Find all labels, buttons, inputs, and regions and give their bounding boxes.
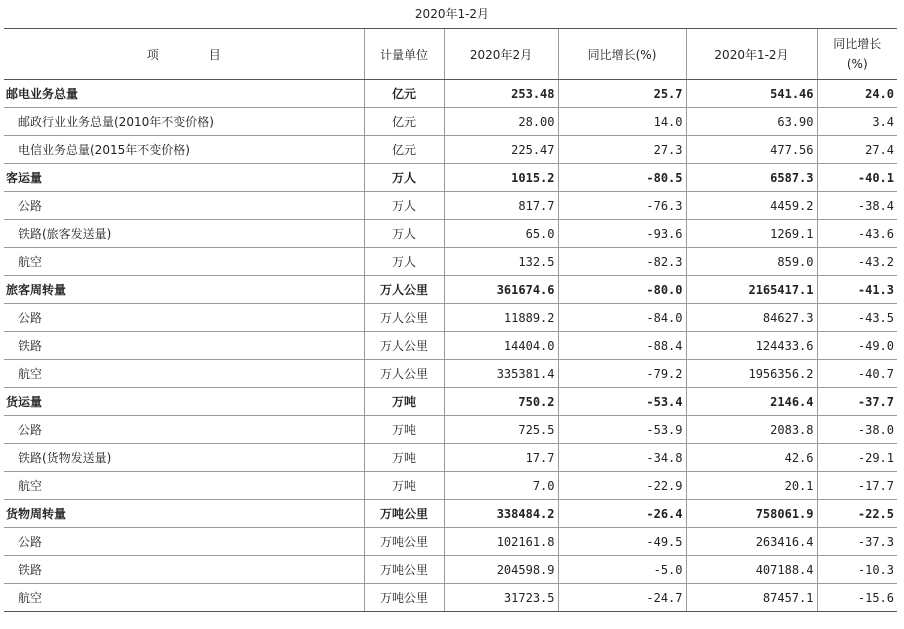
header-item-part-a: 项 [146,47,159,62]
table-row [4,556,897,584]
row-feb-yoy: -82.3 [558,248,686,276]
row-feb-yoy: -34.8 [558,444,686,472]
header-yoy-line2: (%) [846,57,868,71]
row-item-label: 邮电业务总量 [4,80,364,108]
header-feb: 2020年2月 [444,29,558,80]
row-feb-value: 225.47 [444,136,558,164]
row-janfeb-yoy: 3.4 [817,108,897,136]
row-janfeb-yoy: -29.1 [817,444,897,472]
row-item-label: 客运量 [4,164,364,192]
row-unit: 亿元 [364,136,444,164]
table-row [4,500,897,528]
row-janfeb-value: 2146.4 [686,388,817,416]
row-feb-yoy: -79.2 [558,360,686,388]
row-unit: 亿元 [364,108,444,136]
table-row [4,360,897,388]
row-feb-value: 725.5 [444,416,558,444]
row-unit: 万人 [364,192,444,220]
row-feb-yoy: -76.3 [558,192,686,220]
row-feb-value: 14404.0 [444,332,558,360]
row-janfeb-value: 4459.2 [686,192,817,220]
table-row [4,164,897,192]
row-feb-yoy: 14.0 [558,108,686,136]
header-yoy-feb: 同比增长(%) [558,29,686,80]
row-janfeb-value: 6587.3 [686,164,817,192]
row-item-label: 公路 [4,528,364,556]
table-row [4,276,897,304]
row-janfeb-yoy: -40.1 [817,164,897,192]
table-caption: 2020年1-2月 [414,7,490,21]
row-feb-yoy: -93.6 [558,220,686,248]
row-janfeb-value: 859.0 [686,248,817,276]
row-feb-value: 7.0 [444,472,558,500]
table-row [4,388,897,416]
row-feb-value: 28.00 [444,108,558,136]
row-unit: 万吨 [364,388,444,416]
row-item-label: 航空 [4,584,364,612]
row-item-label: 铁路 [4,332,364,360]
table-row [4,248,897,276]
row-feb-yoy: -26.4 [558,500,686,528]
table-row [4,136,897,164]
row-janfeb-yoy: -38.0 [817,416,897,444]
row-unit: 万人 [364,220,444,248]
row-janfeb-value: 407188.4 [686,556,817,584]
row-janfeb-yoy: -22.5 [817,500,897,528]
row-janfeb-value: 84627.3 [686,304,817,332]
row-janfeb-yoy: -17.7 [817,472,897,500]
row-item-label: 铁路(货物发送量) [4,444,364,472]
table-row [4,108,897,136]
row-feb-value: 253.48 [444,80,558,108]
row-janfeb-value: 63.90 [686,108,817,136]
row-janfeb-value: 2083.8 [686,416,817,444]
header-yoy-line1: 同比增长 [833,37,882,51]
row-unit: 万人公里 [364,360,444,388]
row-item-label: 铁路(旅客发送量) [4,220,364,248]
row-unit: 亿元 [364,80,444,108]
row-unit: 万吨公里 [364,556,444,584]
row-feb-value: 338484.2 [444,500,558,528]
row-unit: 万吨 [364,416,444,444]
row-item-label: 铁路 [4,556,364,584]
header-unit: 计量单位 [364,29,444,80]
table-row [4,584,897,612]
row-feb-value: 132.5 [444,248,558,276]
table-row [4,444,897,472]
statistics-table [4,28,897,612]
table-row [4,416,897,444]
row-janfeb-value: 263416.4 [686,528,817,556]
row-janfeb-yoy: -37.7 [817,388,897,416]
row-feb-yoy: -22.9 [558,472,686,500]
table-row [4,472,897,500]
row-item-label: 旅客周转量 [4,276,364,304]
row-item-label: 公路 [4,304,364,332]
row-janfeb-value: 2165417.1 [686,276,817,304]
row-feb-value: 1015.2 [444,164,558,192]
header-jan-feb: 2020年1-2月 [686,29,817,80]
row-feb-yoy: -53.4 [558,388,686,416]
row-janfeb-value: 87457.1 [686,584,817,612]
row-janfeb-yoy: -43.2 [817,248,897,276]
row-item-label: 电信业务总量(2015年不变价格) [4,136,364,164]
header-row [4,29,897,80]
row-janfeb-yoy: -41.3 [817,276,897,304]
row-item-label: 邮政行业业务总量(2010年不变价格) [4,108,364,136]
row-feb-yoy: -80.0 [558,276,686,304]
row-feb-value: 65.0 [444,220,558,248]
row-janfeb-value: 1269.1 [686,220,817,248]
row-feb-value: 817.7 [444,192,558,220]
row-unit: 万吨公里 [364,500,444,528]
row-feb-value: 750.2 [444,388,558,416]
row-feb-value: 102161.8 [444,528,558,556]
row-janfeb-yoy: 27.4 [817,136,897,164]
row-unit: 万人 [364,164,444,192]
row-janfeb-value: 20.1 [686,472,817,500]
row-item-label: 货物周转量 [4,500,364,528]
row-unit: 万吨公里 [364,584,444,612]
table-row [4,528,897,556]
row-janfeb-value: 477.56 [686,136,817,164]
row-janfeb-yoy: -49.0 [817,332,897,360]
row-janfeb-yoy: -10.3 [817,556,897,584]
row-feb-yoy: 27.3 [558,136,686,164]
row-janfeb-value: 42.6 [686,444,817,472]
row-item-label: 航空 [4,360,364,388]
table-row [4,220,897,248]
table-row [4,332,897,360]
row-janfeb-yoy: -40.7 [817,360,897,388]
row-unit: 万人公里 [364,332,444,360]
row-feb-yoy: 25.7 [558,80,686,108]
row-janfeb-yoy: -15.6 [817,584,897,612]
row-janfeb-yoy: -43.5 [817,304,897,332]
row-item-label: 公路 [4,192,364,220]
row-unit: 万吨公里 [364,528,444,556]
row-item-label: 航空 [4,472,364,500]
row-janfeb-value: 541.46 [686,80,817,108]
row-feb-yoy: -24.7 [558,584,686,612]
header-item [4,29,364,80]
row-unit: 万吨 [364,444,444,472]
row-feb-value: 204598.9 [444,556,558,584]
row-item-label: 航空 [4,248,364,276]
row-janfeb-yoy: -43.6 [817,220,897,248]
row-unit: 万人公里 [364,304,444,332]
row-unit: 万吨 [364,472,444,500]
row-janfeb-value: 124433.6 [686,332,817,360]
row-item-label: 货运量 [4,388,364,416]
row-feb-yoy: -80.5 [558,164,686,192]
row-feb-value: 11889.2 [444,304,558,332]
header-yoy-jan-feb [817,29,897,80]
row-feb-value: 31723.5 [444,584,558,612]
row-janfeb-value: 1956356.2 [686,360,817,388]
table-row [4,80,897,108]
row-feb-value: 335381.4 [444,360,558,388]
table-row [4,192,897,220]
row-feb-yoy: -5.0 [558,556,686,584]
row-janfeb-yoy: -38.4 [817,192,897,220]
row-janfeb-value: 758061.9 [686,500,817,528]
row-feb-yoy: -84.0 [558,304,686,332]
row-feb-yoy: -88.4 [558,332,686,360]
row-feb-value: 17.7 [444,444,558,472]
table-row [4,304,897,332]
row-janfeb-yoy: -37.3 [817,528,897,556]
row-feb-value: 361674.6 [444,276,558,304]
row-item-label: 公路 [4,416,364,444]
row-feb-yoy: -49.5 [558,528,686,556]
row-janfeb-yoy: 24.0 [817,80,897,108]
row-feb-yoy: -53.9 [558,416,686,444]
row-unit: 万人 [364,248,444,276]
row-unit: 万人公里 [364,276,444,304]
header-item-part-b: 目 [208,47,221,62]
